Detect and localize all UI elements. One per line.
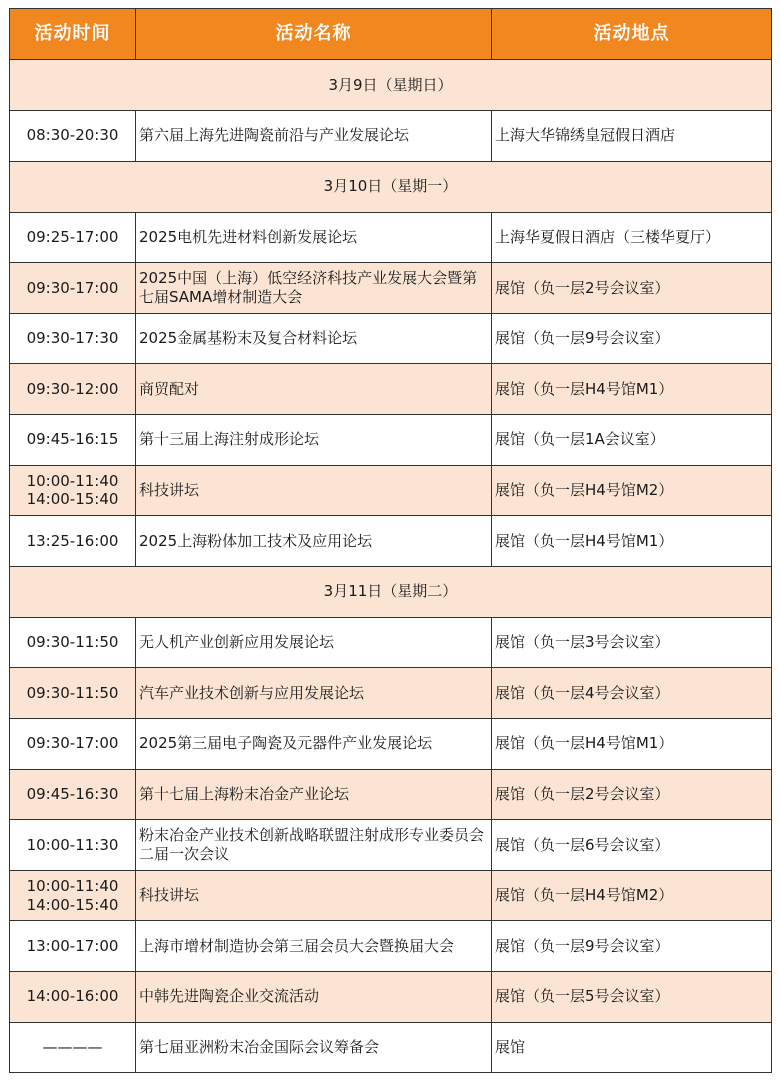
day-label: 3月10日（星期一）	[10, 161, 772, 212]
day-label: 3月9日（星期日）	[10, 60, 772, 111]
event-name: 商贸配对	[136, 364, 492, 415]
event-location: 展馆（负一层6号会议室）	[492, 820, 772, 871]
event-time: 08:30-20:30	[10, 111, 136, 162]
event-row	[10, 971, 772, 1022]
event-name: 2025上海粉体加工技术及应用论坛	[136, 516, 492, 567]
event-row	[10, 313, 772, 364]
event-row	[10, 111, 772, 162]
event-time: 10:00-11:40 14:00-15:40	[10, 465, 136, 516]
event-name: 第七届亚洲粉末冶金国际会议筹备会	[136, 1022, 492, 1073]
event-location: 展馆（负一层4号会议室）	[492, 668, 772, 719]
event-name: 2025第三届电子陶瓷及元器件产业发展论坛	[136, 718, 492, 769]
event-time: 14:00-16:00	[10, 971, 136, 1022]
event-location: 展馆（负一层1A会议室）	[492, 414, 772, 465]
event-time: 09:30-12:00	[10, 364, 136, 415]
event-name: 粉末冶金产业技术创新战略联盟注射成形专业委员会二届一次会议	[136, 820, 492, 871]
event-time: 09:25-17:00	[10, 212, 136, 263]
event-row	[10, 921, 772, 972]
event-time: 09:30-17:00	[10, 263, 136, 314]
event-time: 13:00-17:00	[10, 921, 136, 972]
event-location: 展馆（负一层3号会议室）	[492, 617, 772, 668]
table-body	[10, 60, 772, 1073]
event-row	[10, 465, 772, 516]
event-row	[10, 516, 772, 567]
event-location: 展馆（负一层H4号馆M1）	[492, 516, 772, 567]
event-row	[10, 617, 772, 668]
event-name: 无人机产业创新应用发展论坛	[136, 617, 492, 668]
table-header	[10, 9, 772, 60]
event-row	[10, 870, 772, 921]
event-location: 展馆（负一层H4号馆M2）	[492, 870, 772, 921]
day-label: 3月11日（星期二）	[10, 566, 772, 617]
event-schedule-table	[9, 8, 772, 1073]
event-time: 10:00-11:40 14:00-15:40	[10, 870, 136, 921]
event-row	[10, 364, 772, 415]
event-row	[10, 263, 772, 314]
event-time: 09:30-17:00	[10, 718, 136, 769]
header-row	[10, 9, 772, 60]
event-name: 第十三届上海注射成形论坛	[136, 414, 492, 465]
event-time: 13:25-16:00	[10, 516, 136, 567]
day-row	[10, 60, 772, 111]
event-name: 科技讲坛	[136, 870, 492, 921]
event-row	[10, 718, 772, 769]
event-location: 上海华夏假日酒店（三楼华夏厅）	[492, 212, 772, 263]
event-time: 09:30-17:30	[10, 313, 136, 364]
event-name: 中韩先进陶瓷企业交流活动	[136, 971, 492, 1022]
event-time: 10:00-11:30	[10, 820, 136, 871]
event-row	[10, 212, 772, 263]
event-time: 09:30-11:50	[10, 617, 136, 668]
event-row	[10, 1022, 772, 1073]
event-location: 展馆（负一层9号会议室）	[492, 313, 772, 364]
event-name: 2025中国（上海）低空经济科技产业发展大会暨第七届SAMA增材制造大会	[136, 263, 492, 314]
day-row	[10, 566, 772, 617]
event-row	[10, 414, 772, 465]
event-name: 2025金属基粉末及复合材料论坛	[136, 313, 492, 364]
event-row	[10, 668, 772, 719]
header-time: 活动时间	[10, 9, 136, 60]
event-location: 上海大华锦绣皇冠假日酒店	[492, 111, 772, 162]
event-location: 展馆	[492, 1022, 772, 1073]
event-location: 展馆（负一层H4号馆M1）	[492, 718, 772, 769]
event-time: ————	[10, 1022, 136, 1073]
event-row	[10, 769, 772, 820]
event-time: 09:45-16:30	[10, 769, 136, 820]
event-location: 展馆（负一层9号会议室）	[492, 921, 772, 972]
event-name: 第六届上海先进陶瓷前沿与产业发展论坛	[136, 111, 492, 162]
event-location: 展馆（负一层H4号馆M2）	[492, 465, 772, 516]
event-location: 展馆（负一层H4号馆M1）	[492, 364, 772, 415]
event-location: 展馆（负一层2号会议室）	[492, 769, 772, 820]
event-location: 展馆（负一层5号会议室）	[492, 971, 772, 1022]
event-name: 2025电机先进材料创新发展论坛	[136, 212, 492, 263]
header-location: 活动地点	[492, 9, 772, 60]
event-name: 科技讲坛	[136, 465, 492, 516]
event-name: 第十七届上海粉末冶金产业论坛	[136, 769, 492, 820]
event-name: 上海市增材制造协会第三届会员大会暨换届大会	[136, 921, 492, 972]
event-time: 09:30-11:50	[10, 668, 136, 719]
event-time: 09:45-16:15	[10, 414, 136, 465]
event-row	[10, 820, 772, 871]
header-name: 活动名称	[136, 9, 492, 60]
event-name: 汽车产业技术创新与应用发展论坛	[136, 668, 492, 719]
event-location: 展馆（负一层2号会议室）	[492, 263, 772, 314]
day-row	[10, 161, 772, 212]
